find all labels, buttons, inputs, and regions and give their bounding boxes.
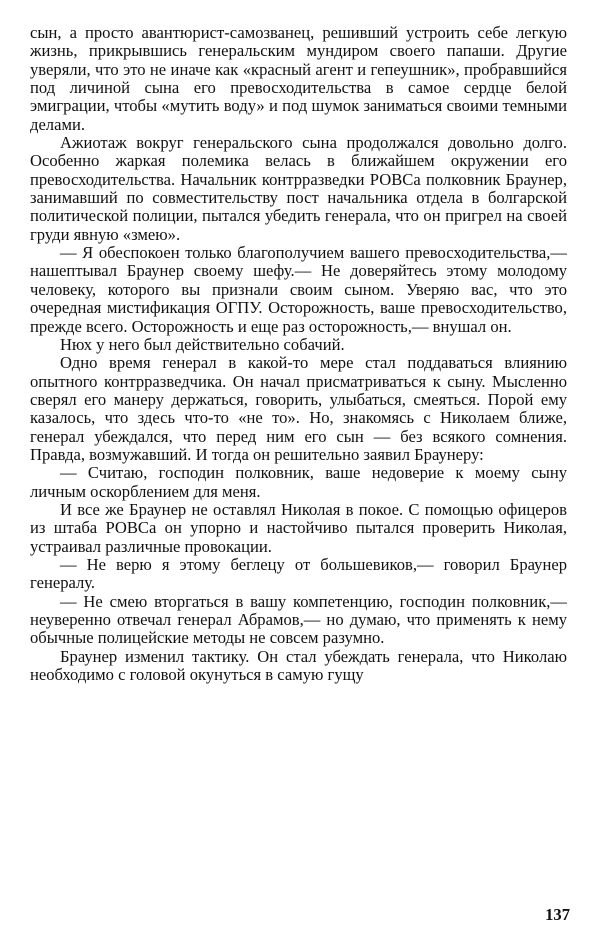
paragraph: И все же Браунер не оставлял Николая в покое. С помощью офицеров из штаба РОВСа он упорно и настойчиво пытался проверить Николая, устраивал различные провокации. [30, 499, 567, 556]
paragraph: Нюх у него был действительно собачий. [60, 334, 345, 354]
paragraph: Одно время генерал в какой-то мере стал поддаваться влиянию опытного контрразведчика. Он начал присматриваться к сыну. Мысленно сверял его манеру держаться, говорить, улыбаться, смеяться. Порой ему казалось, что здесь что-то «не то». Но, знакомясь с Николаем ближе, генерал убеждался, что перед ним его сын — без всякого сомнения. Правда, возмужавший. И тогда он решительно заявил Браунеру: [30, 353, 567, 464]
page-number: 137 [545, 905, 570, 924]
paragraph: Браунер изменил тактику. Он стал убеждать генерала, что Николаю необходимо с головой окунуться в самую гущу [30, 646, 567, 685]
paragraph-dialogue: — Не смею вторгаться в вашу компетенцию, господин полковник,— неуверенно отвечал генерал Абрамов,— но думаю, что применять к нему обычные полицейские методы не совсем разумно. [30, 591, 567, 648]
paragraph-dialogue: — Я обеспокоен только благополучием вашего превосходительства,— нашептывал Браунер своему шефу.— Не доверяйтесь этому молодому человеку, которого вы признали своим сыном. Уверяю вас, что это очередная мистификация ОГПУ. Осторожность, ваше превосходительство, прежде всего. Осторожность и еще раз осторожность,— внушал он. [30, 243, 567, 336]
paragraph-dialogue: — Не верю я этому беглецу от большевиков,— говорил Браунер генералу. [30, 554, 567, 593]
paragraph: Ажиотаж вокруг генеральского сына продолжался довольно долго. Особенно жаркая полемика велась в ближайшем окружении его превосходительства. Начальник контрразведки РОВСа полковник Браунер, занимавший по совместительству пост начальника отдела в болгарской политической полиции, пытался убедить генерала, что он пригрел на своей груди явную «змею». [30, 133, 567, 244]
paragraph-continuation: сын, а просто авантюрист-самозванец, решивший устроить себе легкую жизнь, прикрывшись генеральским мундиром своего папаши. Другие уверяли, что это не иначе как «красный агент и гепеушник», пробравшийся под личиной сына его превосходительства в самое сердце белой эмиграции, чтобы «мутить воду» и под шумок заниматься своими темными делами. [30, 24, 567, 134]
paragraph-dialogue: — Считаю, господин полковник, ваше недоверие к моему сыну личным оскорблением для меня. [30, 463, 567, 501]
book-page-text [30, 24, 567, 924]
